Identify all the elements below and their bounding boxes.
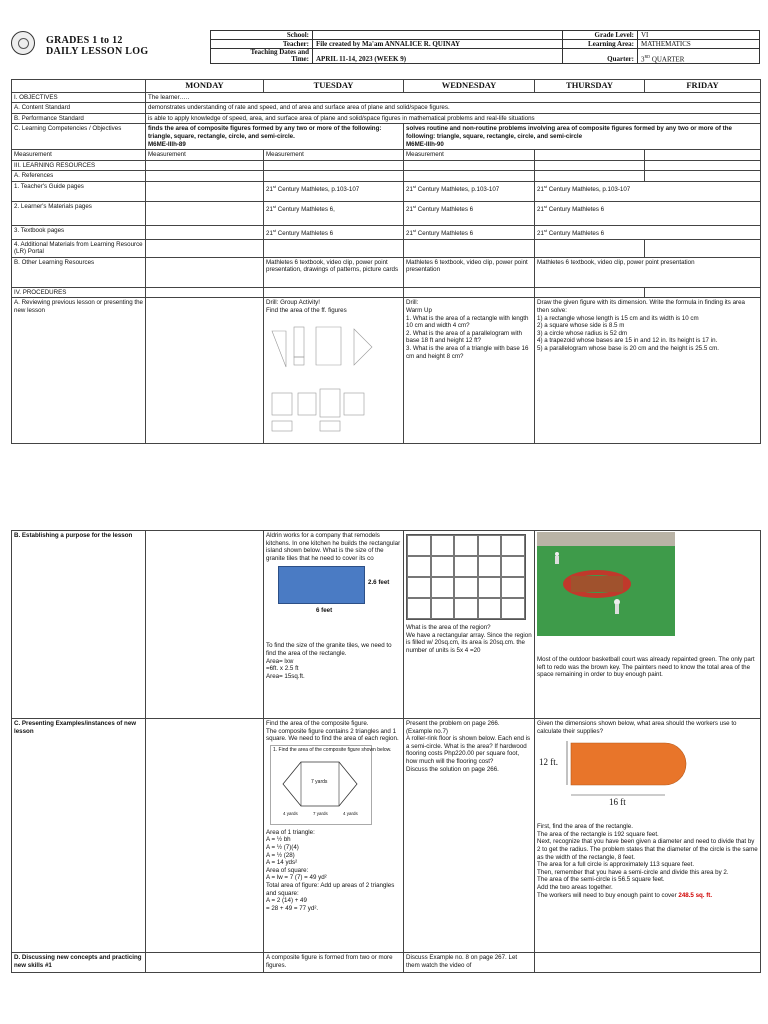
lm-tue-sup: st <box>272 203 277 209</box>
competency-wed-thu-code: M6ME-IIIh-90 <box>406 140 444 148</box>
present-wed <box>404 719 535 953</box>
dim-16ft-label: 16 ft <box>609 797 626 808</box>
lm-wed-text: Century Mathletes 6 <box>416 206 474 213</box>
measurement-mon: Measurement <box>146 150 264 161</box>
tri-heading: Area of 1 triangle: <box>266 828 315 836</box>
thu-step-4: The area for a full circle is approximately 113 square feet. <box>537 861 695 869</box>
thu-step-5: Then, remember that you have a semi-circle and divide this area by 2. <box>537 868 729 876</box>
purpose-tue-solve: To find the size of the granite tiles, we need to find the area of the rectangle. <box>266 642 392 657</box>
purpose-tue-f3: Area= 15sq.ft. <box>266 672 305 680</box>
school-value <box>313 31 563 40</box>
content-standard-label: A. Content Standard <box>12 103 146 114</box>
tg-wed-num: 21 <box>406 186 413 193</box>
tg-tue-sup: st <box>272 183 277 189</box>
objectives-heading: I. OBJECTIVES <box>12 92 146 103</box>
competencies-label: C. Learning Competencies / Objectives <box>12 124 146 150</box>
procedures-heading: IV. PROCEDURES <box>12 287 146 298</box>
log-title <box>46 35 148 57</box>
present-tue-2: The composite figure contains 2 triangles and 1 square. We need to find the area of each region. <box>266 727 399 743</box>
additional-materials-label: 4. Additional Materials from Learning Resource (LR) Portal <box>12 239 146 257</box>
lm-wed-num: 21 <box>406 206 413 213</box>
lm-thu-sup: st <box>543 203 548 209</box>
competency-wed-thu <box>404 124 761 150</box>
thu-item-4: 4) a trapezoid whose bases are 15 in and 12 in. Its height is 17 in. <box>537 337 718 345</box>
deped-seal-logo <box>11 31 35 55</box>
measurement-wed: Measurement <box>404 150 535 161</box>
tg-wed-sup: st <box>412 183 417 189</box>
competency-wed-thu-text: solves routine and non-routine problems involving area of composite figures formed by any two or more of the following: triangle, square, rectangle, circle, and semi-circle <box>406 125 732 140</box>
thu-step-8-text: The workers will need to buy enough paint to cover <box>537 891 679 899</box>
day-thursday: THURSDAY <box>535 80 645 93</box>
thu-intro: Draw the given figure with its dimension. Write the formula in finding its area then solve: <box>537 299 745 314</box>
total-1: A = 2 (14) + 49 <box>266 897 307 905</box>
learner-text: The learner….. <box>146 92 761 103</box>
lm-thu-text: Century Mathletes 6 <box>547 206 605 213</box>
lm-tue <box>264 201 404 225</box>
total-2: = 28 + 49 = 77 yd². <box>266 904 319 912</box>
tri-4: A = 14 yds² <box>266 859 298 867</box>
lesson-log-table-page1 <box>11 79 761 444</box>
dates-label <box>211 49 313 64</box>
review-thu <box>535 298 761 444</box>
tb-tue-num: 21 <box>266 230 273 237</box>
thu-answer-red: 248.5 sq. ft. <box>678 891 713 899</box>
header-info-table <box>210 30 760 64</box>
thu-item-1: 1) a rectangle whose length is 15 cm and its width is 10 cm <box>537 314 699 322</box>
quarter-sup: RD <box>644 53 651 59</box>
lesson-log-table-page2 <box>11 530 761 973</box>
wed-question-1: 1. What is the area of a rectangle with length 10 cm and width 4 cm? <box>406 314 529 330</box>
content-standard-text: demonstrates understanding of rate and speed, and of area and surface area of plane and solid/space figures. <box>146 103 761 114</box>
tb-wed-text: Century Mathletes 6 <box>416 230 474 237</box>
quarter-label: Quarter: <box>563 49 638 64</box>
quarter-number: 3 <box>641 55 645 63</box>
present-tue <box>264 719 404 953</box>
present-label: C. Presenting Examples/instances of new lesson <box>12 719 146 953</box>
measurement-label: Measurement <box>12 150 146 161</box>
purpose-wed-question: What is the area of the region? <box>406 624 491 631</box>
day-tuesday: TUESDAY <box>264 80 404 93</box>
grade-label: Grade Level: <box>563 31 638 40</box>
island-rectangle <box>278 566 365 604</box>
wed-warmup: Warm Up <box>406 306 432 314</box>
discuss-tue: A composite figure is formed from two or more figures. <box>264 953 404 973</box>
yards-right-label: 4 yards <box>343 810 358 816</box>
lm-thu <box>535 201 761 225</box>
other-resources-thu: Mathletes 6 textbook, video clip, power point presentation <box>535 257 761 287</box>
log-title-line1: GRADES 1 to 12 <box>46 35 123 46</box>
present-wed-1: Present the problem on page 266. <box>406 720 500 727</box>
school-label: School: <box>211 31 313 40</box>
tb-tue-text: Century Mathletes 6 <box>276 230 334 237</box>
yards-mid-label: 7 yards <box>313 810 328 816</box>
tb-thu-text: Century Mathletes 6 <box>547 230 605 237</box>
tg-label: 1. Teacher's Guide pages <box>12 181 146 201</box>
tb-wed-sup: st <box>412 227 417 233</box>
purpose-thu-text: Most of the outdoor basketball court was already repainted green. The only part left to redo was the brown key. The painters need to know the total area of the space remaining in order to buy enough paint. <box>537 656 755 679</box>
dates-label-1: Teaching Dates and <box>250 48 309 56</box>
present-thu <box>535 719 761 953</box>
thu-step-7: Add the two areas together. <box>537 883 613 891</box>
dates-value: APRIL 11-14, 2023 (WEEK 9) <box>313 49 563 64</box>
tg-wed <box>404 181 535 201</box>
tb-label: 3. Textbook pages <box>12 225 146 239</box>
competency-mon-tue-code: M6ME-IIIh-89 <box>148 140 186 148</box>
discuss-wed: Discuss Example no. 8 on page 267. Let them watch the video of <box>404 953 535 973</box>
yards-inner-label: 7 yards <box>311 778 328 785</box>
thu-step-2: The area of the rectangle is 192 square feet. <box>537 830 659 838</box>
composite-caption: 1. Find the area of the composite figure shown below. <box>273 746 392 753</box>
area-label: Learning Area: <box>563 40 638 49</box>
tue-drill-2: Find the area of the ff. figures <box>266 306 347 314</box>
lm-wed <box>404 201 535 225</box>
performance-standard-text: is able to apply knowledge of speed, area, and surface area of plane and solid/space figures in mathematical problems and real-life situations <box>146 113 761 124</box>
tri-3: A = ½ (28) <box>266 851 295 859</box>
other-resources-label: B. Other Learning Resources <box>12 257 146 287</box>
day-wednesday: WEDNESDAY <box>404 80 535 93</box>
present-tue-1: Find the area of the composite figure. <box>266 720 369 727</box>
sq-heading: Area of square: <box>266 866 309 874</box>
purpose-tue-text: Aldrin works for a company that remodels kitchens. In one kitchen he builds the rectangular island shown below. What is the size of the granite tiles that he need to cover its co <box>266 532 401 562</box>
dates-label-2: Time: <box>291 55 309 63</box>
lm-wed-sup: st <box>412 203 417 209</box>
other-resources-wed: Mathletes 6 textbook, video clip, power point presentation <box>404 257 535 287</box>
tri-2: A = ½ (7)(4) <box>266 843 299 851</box>
thu-step-1: First, find the area of the rectangle. <box>537 823 633 831</box>
thu-item-2: 2) a square whose side is 8.5 m <box>537 322 625 330</box>
thu-step-6: The area of the semi-circle is 56.5 square feet. <box>537 876 665 884</box>
lm-tue-text: Century Mathletes 6, <box>276 206 335 213</box>
lm-thu-num: 21 <box>537 206 544 213</box>
purpose-tue <box>264 531 404 719</box>
purpose-tue-f2: =6ft. x 2.5 ft <box>266 665 299 673</box>
log-title-line2: DAILY LESSON LOG <box>46 46 149 57</box>
measurement-tue: Measurement <box>264 150 404 161</box>
performance-standard-label: B. Performance Standard <box>12 113 146 124</box>
tg-thu-text: Century Mathletes, p.103-107 <box>547 186 631 193</box>
tb-tue <box>264 225 404 239</box>
competency-mon-tue-text: finds the area of composite figures formed by any two or more of the following: triangle, square, rectangle, circle, and semi-circle. <box>148 125 382 140</box>
tg-thu-sup: st <box>543 183 548 189</box>
area-grid <box>406 534 526 620</box>
total-heading: Total area of figure: Add up areas of 2 triangles and square: <box>266 881 395 897</box>
review-label: A. Reviewing previous lesson or presenting the new lesson <box>12 298 146 444</box>
thu-step-8 <box>537 892 758 900</box>
tb-thu-sup: st <box>543 227 548 233</box>
wed-question-3: 3. What is the area of a triangle with base 16 cm and height 8 cm? <box>406 344 529 360</box>
tg-tue-text: Century Mathletes, p.103-107 <box>276 186 360 193</box>
tb-wed <box>404 225 535 239</box>
tb-thu-num: 21 <box>537 230 544 237</box>
tri-1: A = ½ bh <box>266 836 291 844</box>
lm-label: 2. Learner's Materials pages <box>12 201 146 225</box>
tb-thu <box>535 225 761 239</box>
yards-left-label: 4 yards <box>283 810 298 816</box>
teacher-value: File created by Ma'am ANNALICE R. QUINAY <box>313 40 563 49</box>
grade-value: VI <box>638 31 760 40</box>
thu-item-5: 5) a parallelogram whose base is 20 cm and the height is 25.5 cm. <box>537 344 719 352</box>
resources-heading: III. LEARNING RESOURCES <box>12 160 146 171</box>
discuss-label: D. Discussing new concepts and practicing new skills #1 <box>12 953 146 973</box>
purpose-wed <box>404 531 535 719</box>
tg-thu <box>535 181 761 201</box>
dim-length-label: 6 feet <box>316 607 333 615</box>
references-label: A. References <box>12 171 146 182</box>
purpose-wed-answer: We have a rectangular array. Since the region is filled w/ 20sq.cm, its area is 20sq.cm. the number of units is 5x 4 =20 <box>406 631 532 654</box>
sq-1: A = lw = 7 (7) = 49 yd² <box>266 874 327 882</box>
drill-figures-image <box>266 317 376 439</box>
tg-thu-num: 21 <box>537 186 544 193</box>
purpose-tue-f1: Area= lxw <box>266 657 294 665</box>
wed-question-2: 2. What is the area of a parallelogram with base 18 ft and height 12 ft? <box>406 329 522 345</box>
thu-item-3: 3) a circle whose radius is 52 dm <box>537 329 628 337</box>
tb-tue-sup: st <box>272 227 277 233</box>
day-monday: MONDAY <box>146 80 264 93</box>
quarter-suffix: QUARTER <box>650 55 685 63</box>
review-tue <box>264 298 404 444</box>
thu-step-3: Next, recognize that you have been given a diameter and need to divide that by 2 to get the radius. The problem states that the diameter of the circle is the same as the width of the rectangle, 8 feet. <box>537 838 758 861</box>
present-thu-question: Given the dimensions shown below, what area should the workers use to calculate their supplies? <box>537 720 737 735</box>
tg-tue-num: 21 <box>266 186 273 193</box>
tg-wed-text: Century Mathletes, p.103-107 <box>416 186 500 193</box>
review-wed <box>404 298 535 444</box>
present-wed-4: Discuss the solution on page 266. <box>406 765 499 773</box>
other-resources-tue: Mathletes 6 textbook, video clip, power point presentation, drawings of patterns, picture cards <box>264 257 404 287</box>
present-wed-3: A roller-rink floor is shown below. Each end is a semi-circle. What is the area? If hardwood flooring costs Php220.00 per square foot, how much will the flooring cost? <box>406 735 531 765</box>
competency-mon-tue <box>146 124 404 150</box>
dim-width-label: 2.6 feet <box>368 579 390 587</box>
quarter-value <box>638 49 760 64</box>
basketball-court-photo <box>537 532 675 636</box>
tue-drill-1: Drill: Group Activity! <box>266 299 320 307</box>
rectangle-figure <box>266 562 401 620</box>
tb-wed-num: 21 <box>406 230 413 237</box>
wed-drill: Drill: <box>406 299 419 307</box>
day-friday: FRIDAY <box>645 80 761 93</box>
dim-12ft-label: 12 ft. <box>539 757 558 768</box>
composite-figure-image <box>270 745 392 825</box>
tg-tue <box>264 181 404 201</box>
teacher-label: Teacher: <box>211 40 313 49</box>
semicircle-figure <box>537 735 758 819</box>
purpose-thu <box>535 531 761 719</box>
purpose-label: B. Establishing a purpose for the lesson <box>12 531 146 719</box>
area-value: MATHEMATICS <box>638 40 760 49</box>
lm-tue-num: 21 <box>266 206 273 213</box>
present-wed-2: (Example no.7) <box>406 727 448 735</box>
